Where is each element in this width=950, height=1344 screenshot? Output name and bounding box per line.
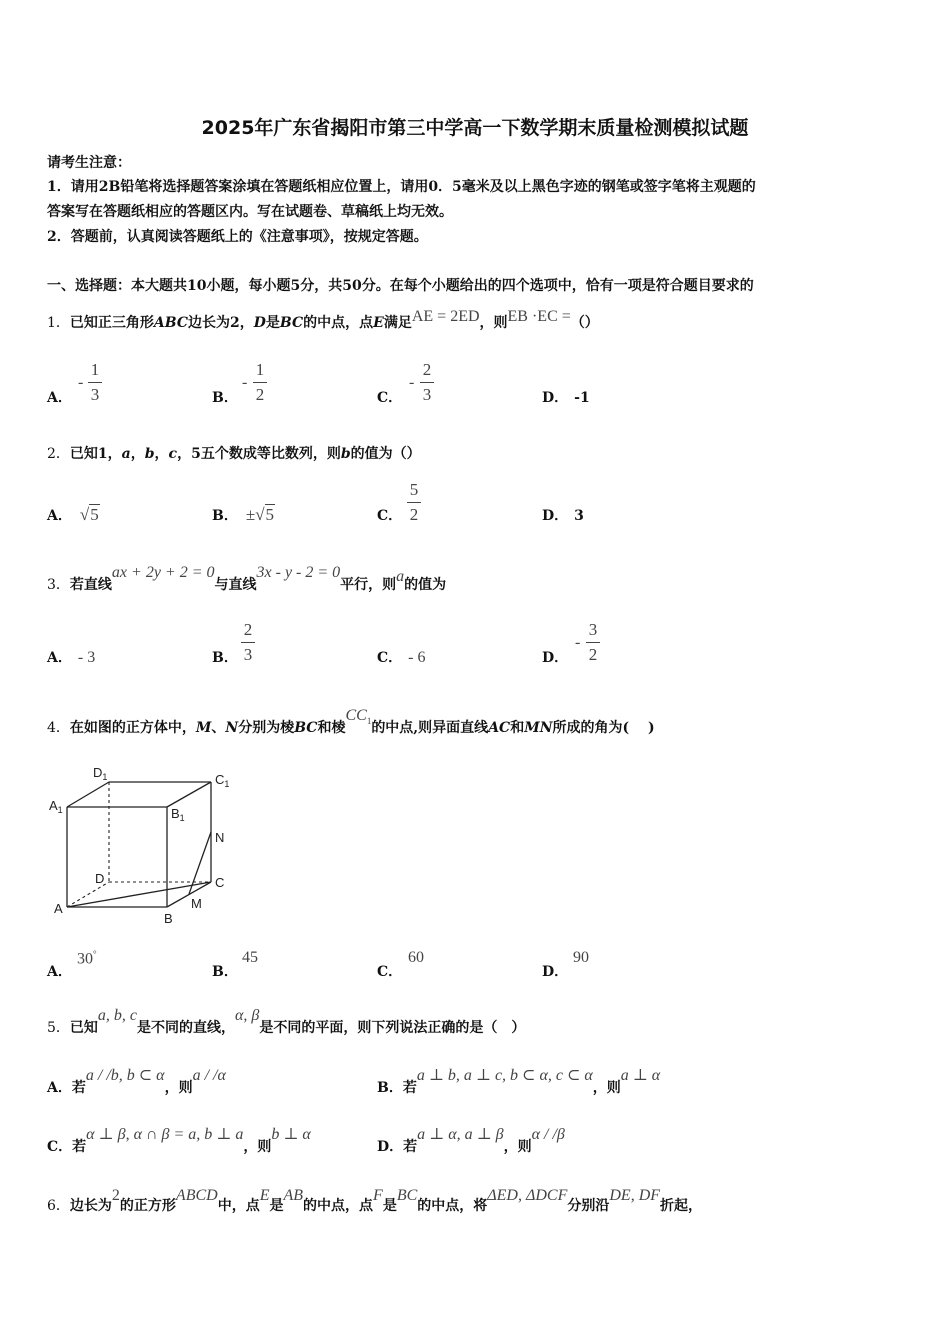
q6-text-7: 的中点，将 [417, 1198, 488, 1214]
q5-number: 5． [47, 1020, 70, 1036]
question-3 [47, 564, 447, 594]
label-b1: $B_1$ [171, 806, 185, 823]
q4-number: 4． [47, 720, 70, 736]
q3-text-1: 若直线 [69, 577, 112, 593]
q5-text-3: 是不同的平面，则下列说法正确的是（ ） [259, 1020, 526, 1036]
label-d1: $D_1$ [93, 765, 108, 782]
q5-option-a [47, 1067, 226, 1097]
label-d: D [95, 871, 105, 886]
q3-option-b-label: B． [212, 650, 238, 666]
q2-var-b2: b [340, 446, 351, 462]
q3-d-num: 3 [588, 620, 598, 639]
q1-var-bc: BC [279, 315, 304, 331]
q6-text-8: 分别沿 [567, 1198, 610, 1214]
q1-formula-dot: EB ·EC = [507, 308, 571, 325]
fraction-bar [407, 502, 421, 503]
q5-b-label: B．若 [377, 1080, 417, 1096]
q6-formula-abcd: ABCD [175, 1187, 218, 1204]
q2-var-a: a [121, 446, 131, 462]
q2-option-b [212, 505, 275, 525]
q2-text-4: ，5五个数成等比数列，则 [177, 446, 341, 462]
q1-b-den: 2 [255, 385, 265, 404]
q3-option-d-label: D． [542, 650, 569, 666]
q1-b-num: 1 [255, 360, 265, 379]
q5-option-d [377, 1126, 565, 1156]
question-6 [47, 1187, 703, 1215]
q6-formula-e: E [259, 1187, 270, 1204]
q5-b-then: ，则 [592, 1080, 621, 1096]
q1-d-value: -1 [574, 390, 590, 406]
q4-text-1: 在如图的正方体中， [69, 720, 196, 736]
q4-option-a-label: A． [47, 964, 72, 980]
q5-b-result: a ⊥ α [620, 1067, 661, 1084]
q4-var-ac: AC [488, 720, 511, 736]
question-4 [47, 707, 655, 742]
q4-var-n: N [225, 720, 239, 736]
q2-a-label: A． [47, 508, 72, 524]
q3-option-d-sign: - [575, 634, 581, 651]
label-c1: $C_1$ [215, 772, 230, 789]
q4-option-a-value: 30° [77, 949, 97, 968]
label-a: A [54, 901, 63, 916]
notice-heading: 请考生注意： [47, 155, 131, 171]
q1-text-4: 的中点，点 [303, 315, 374, 331]
q4-option-b-label: B． [212, 964, 238, 980]
q3-option-a [47, 647, 95, 667]
q4-var-mn: MN [524, 720, 553, 736]
label-m: M [191, 896, 202, 911]
q3-b-den: 3 [243, 645, 253, 664]
section-heading: 一、选择题：本大题共10小题，每小题5分，共50分。在每个小题给出的四个选项中，恰有一项是符合题目要求的 [47, 278, 754, 294]
page-title: 2025年广东省揭阳市第三中学高一下数学期末质量检测模拟试题 [201, 117, 749, 139]
q6-text-4: 是 [269, 1198, 284, 1214]
q6-text-1: 边长为 [69, 1198, 112, 1214]
q1-option-a-fraction [88, 360, 102, 405]
q3-option-d-fraction [586, 620, 600, 665]
q5-d-then: ，则 [503, 1139, 532, 1155]
q3-c-label: C． [377, 650, 403, 666]
fraction-bar [586, 642, 600, 643]
q2-c-den: 2 [409, 505, 419, 524]
q6-text-3: 中，点 [217, 1198, 260, 1214]
question-2 [47, 445, 421, 463]
notice-line-1a: 1．请用2B铅笔将选择题答案涂填在答题纸相应位置上，请用0．5毫米及以上黑色字迹的钢笔或签字笔将主观题的 [47, 179, 756, 195]
q1-option-c-fraction [420, 360, 434, 405]
q2-option-d [542, 505, 584, 525]
q1-text-7: （） [570, 315, 599, 331]
edge-b1-c1 [167, 782, 211, 807]
q1-text-1: 已知正三角形 [69, 315, 154, 331]
q5-a-result: a / /α [192, 1067, 226, 1084]
q6-formula-ab: AB [283, 1187, 304, 1204]
q6-number: 6． [47, 1198, 70, 1214]
q1-c-den: 3 [422, 385, 432, 404]
q5-text-2: 是不同的直线， [137, 1020, 236, 1036]
q4-option-c-value: 60 [408, 949, 424, 966]
q6-formula-de-df: DE, DF [609, 1187, 661, 1204]
q1-option-c-label: C． [377, 390, 403, 406]
q4-cc: CC [345, 707, 367, 724]
q5-option-c [47, 1126, 311, 1156]
q3-a-label: A． [47, 650, 72, 666]
q5-a-then: ，则 [164, 1080, 193, 1096]
q3-formula-line1: ax + 2y + 2 = 0 [111, 564, 215, 581]
q4-var-m: M [195, 720, 212, 736]
q5-option-b [377, 1067, 661, 1097]
q4-cc-sub: 1 [366, 716, 372, 727]
q6-formula-bc: BC [396, 1187, 418, 1204]
notice-line-2: 2．答题前，认真阅读答题纸上的《注意事项》，按规定答题。 [47, 229, 428, 245]
q4-text-3: 分别为棱 [238, 720, 295, 736]
q1-c-num: 2 [422, 360, 432, 379]
q1-var-e: E [373, 315, 384, 331]
q3-formula-line2: 3x - y - 2 = 0 [256, 564, 341, 581]
q3-formula-a: a [396, 568, 405, 585]
sqrt-symbol: √5 [79, 505, 99, 524]
q2-c-num: 5 [409, 480, 419, 499]
q2-var-c: c [168, 446, 178, 462]
q1-text-5: 满足 [383, 315, 412, 331]
q2-text-3: ， [154, 446, 169, 462]
q3-d-den: 2 [588, 645, 598, 664]
q1-number: 1． [47, 315, 70, 331]
q6-text-6: 是 [382, 1198, 397, 1214]
q3-option-c [377, 647, 425, 667]
q5-c-condition: α ⊥ β, α ∩ β = a, b ⊥ a [86, 1126, 244, 1143]
fraction-bar [88, 382, 102, 383]
q5-d-condition: a ⊥ α, a ⊥ β [417, 1126, 504, 1143]
q2-number: 2． [47, 446, 70, 462]
q1-option-c-sign: - [409, 374, 415, 391]
q1-option-a-label: A． [47, 390, 72, 406]
q4-var-bc: BC [294, 720, 318, 736]
q3-text-3: 平行，则 [340, 577, 397, 593]
q3-c-value: - 6 [408, 649, 426, 666]
q3-a-value: - 3 [77, 649, 96, 666]
q6-text-5: 的中点，点 [303, 1198, 374, 1214]
q1-option-b-sign: - [242, 374, 248, 391]
q5-formula-lines: a, b, c [97, 1007, 138, 1024]
q5-text-1: 已知 [69, 1020, 98, 1036]
q2-d-label: D． [542, 508, 569, 524]
q6-formula-triangles: ΔED, ΔDCF [487, 1187, 568, 1204]
label-c: C [215, 875, 225, 890]
question-1 [47, 308, 599, 332]
q5-c-label: C．若 [47, 1139, 87, 1155]
edge-a1-d1 [67, 782, 109, 807]
q2-text-5: 的值为（） [350, 446, 421, 462]
q4-option-d-value: 90 [573, 949, 589, 966]
q2-b-label: B． [212, 508, 238, 524]
fraction-bar [253, 382, 267, 383]
q5-formula-planes: α, β [235, 1007, 260, 1024]
q6-text-9: 折起， [660, 1198, 703, 1214]
q3-number: 3． [47, 577, 70, 593]
q1-var-d: D [253, 315, 266, 331]
q2-option-c-fraction [407, 480, 421, 525]
q5-d-result: α / /β [531, 1126, 565, 1143]
q1-text-3: 是 [265, 315, 280, 331]
q1-option-a-sign: - [78, 374, 84, 391]
label-b: B [164, 911, 173, 926]
q1-text-2: 边长为2， [188, 315, 254, 331]
q1-option-b-fraction [253, 360, 267, 405]
fraction-bar [420, 382, 434, 383]
q2-a-radicand: 5 [90, 505, 99, 524]
q4-option-c-label: C． [377, 964, 403, 980]
q3-text-4: 的值为 [404, 577, 447, 593]
q4-text-2: 、 [211, 720, 226, 736]
q1-a-den: 3 [90, 385, 100, 404]
q3-option-b-fraction [241, 620, 255, 665]
q4-text-6: 和 [510, 720, 525, 736]
q5-c-then: ，则 [243, 1139, 272, 1155]
q6-text-2: 的正方形 [119, 1198, 176, 1214]
question-5 [47, 1007, 526, 1037]
q5-a-label: A．若 [47, 1080, 86, 1096]
q1-formula-ae: AE = 2ED [411, 308, 480, 325]
fraction-bar [241, 642, 255, 643]
q6-formula-2: 2 [111, 1187, 120, 1204]
q3-text-2: 与直线 [214, 577, 257, 593]
q1-a-num: 1 [90, 360, 100, 379]
q1-option-d [542, 387, 590, 407]
q2-b-radicand: 5 [265, 505, 275, 524]
sqrt-symbol: √5 [255, 505, 275, 524]
cube-figure [45, 760, 245, 930]
q1-d-label: D． [542, 390, 569, 406]
q6-formula-f: F [373, 1187, 383, 1204]
q4-option-d-label: D． [542, 964, 569, 980]
q5-d-label: D．若 [377, 1139, 418, 1155]
q4-text-5: 的中点,则异面直线 [371, 720, 489, 736]
q2-b-pm: ± [245, 505, 256, 524]
label-n: N [215, 830, 225, 845]
notice-line-1b: 答案写在答题纸相应的答题区内。写在试题卷、草稿纸上均无效。 [47, 204, 453, 220]
q2-option-a [47, 505, 100, 525]
q1-var-abc: ABC [153, 315, 189, 331]
q2-d-value: 3 [574, 508, 584, 524]
q5-b-condition: a ⊥ b, a ⊥ c, b ⊂ α, c ⊂ α [416, 1067, 593, 1084]
q2-option-c-label: C． [377, 508, 403, 524]
q2-text-1: 已知1， [69, 446, 122, 462]
degree-mark: ° [93, 949, 97, 959]
q5-a-condition: a / /b, b ⊂ α [85, 1067, 165, 1084]
q1-option-b-label: B． [212, 390, 238, 406]
q4-formula-cc1 [345, 707, 372, 727]
q4-text-4: 和棱 [317, 720, 346, 736]
q4-text-7: 所成的角为( ) [552, 720, 655, 736]
q1-text-6: ，则 [479, 315, 508, 331]
q3-b-num: 2 [243, 620, 253, 639]
label-a1: $A_1$ [49, 798, 63, 815]
q2-var-b: b [144, 446, 155, 462]
q4-option-b-value: 45 [242, 949, 258, 966]
q2-text-2: ， [130, 446, 145, 462]
q5-c-result: b ⊥ α [271, 1126, 311, 1143]
